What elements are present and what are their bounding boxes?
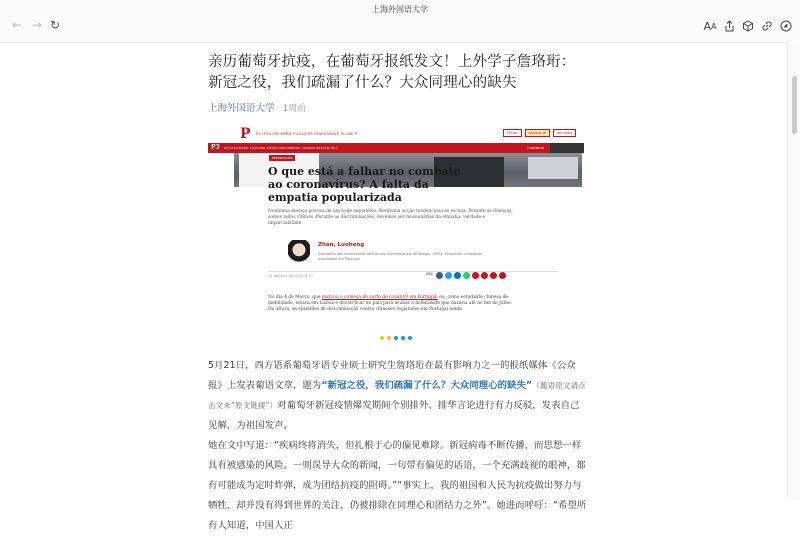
article-title: 亲历葡萄牙抗疫，在葡萄牙报纸发文！上外学子詹珞珩：新冠之役，我们疏漏了什么？大众同理心的缺失 — [208, 54, 576, 91]
carousel-indicator[interactable] — [380, 336, 412, 340]
divider — [268, 271, 558, 272]
original-title-link[interactable]: “新冠之役，我们疏漏了什么？大众同理心的缺失” — [321, 380, 533, 391]
publico-body-link: marcou o começo do surto de covid-19 em Portugal, — [321, 295, 438, 300]
publico-nav-premium: P PREMIUM — [527, 146, 544, 150]
article-paragraph: 她在文中写道：“疾病终将消失，但扎根于心的偏见难除。新冠病毒不断传播，而思想一样具有被感染的风险。一则误导大众的新闻，一句带有偏见的话语，一个充满歧视的眼神，都有可能成为定时炸弹，成为团结抗疫的阻碍。”“事实上，我的祖国和人民为抗疫做出努力与牺牲，却并没有得到世界的关注，仍被排除在同理心和团结力之外”。她进而呼吁：“希望所有人知道，中国人正 — [208, 440, 587, 531]
carousel-dot[interactable] — [394, 336, 398, 340]
author-link[interactable]: 上海外国语大学 — [208, 103, 275, 114]
save-icon — [499, 272, 506, 279]
publico-lede: Nenhuma doença precisa de um bode expiatório. Nenhuma acção tendenciosa se escusa. Perante as doenças, somos todos vítimas. Perante as discriminações, devemos ser missionários da empatia, verdade e imparcialidade. — [268, 209, 513, 226]
byline-description: Estudante da Universidade de Estudos Internacionais de Xangai, China. Estudante chinesa de mobilidade em Portugal. — [318, 252, 483, 261]
share-buttons — [436, 272, 506, 279]
share-icon[interactable] — [721, 18, 737, 34]
publico-nav-tag: P3 — [211, 144, 220, 151]
publico-assinar-button: Assinar já — [525, 129, 550, 137]
scrollbar-thumb[interactable] — [792, 76, 797, 134]
newspaper-screenshot[interactable] — [208, 127, 584, 325]
arrow-right-icon[interactable]: → — [31, 18, 43, 32]
link-icon[interactable] — [759, 18, 775, 34]
publico-body-preview: No dia 4 de Março, que marcou o começo do surto de covid-19 em Portugal, eu, como estudante chinesa de mobilidade, estava em Lisboa e decidi ficar no país para acabar a mobilidade que duraria até ao fim de Julho. Na altura, os episódios de discriminação contra chineses registados em Portugal ainda — [268, 295, 512, 312]
scrollbar[interactable] — [787, 42, 800, 500]
publico-nav-items: ACTUALIDADE CULTURA VÍDEO MULTIMÉDIA CIDADE REGIÃO P&T — [224, 146, 338, 150]
publico-headline: O que está a falhar no combate ao coronavírus? A falta da empatia popularizada — [268, 165, 461, 204]
whatsapp-icon — [463, 272, 470, 279]
original-link-note: （葡语原文请点击文末“原文链接”） — [208, 381, 586, 410]
publico-nav-dark-block — [550, 143, 584, 153]
article-header — [208, 52, 588, 114]
window-title: 上海外国语大学 — [372, 5, 428, 14]
article-paragraph: 5月21日，西方语系葡萄牙语专业硕士研究生詹珞珩在最有影响力之一的报纸媒体《公众报》上发表葡语文章，题为“新冠之役，我们疏漏了什么？大众同理心的缺失”（葡语原文请点击文末“原文链接”）对葡萄牙新冠疫情爆发期间个别排外、排华言论进行有力反驳，发表自己见解，为祖国发声。 — [208, 360, 586, 431]
publico-buttons — [503, 129, 576, 137]
refresh-icon[interactable]: ↻ — [49, 18, 61, 32]
author-photo — [288, 240, 310, 268]
comment-icon — [490, 272, 497, 279]
email-icon — [481, 272, 488, 279]
publico-date: 21 de Maio de 2020, 6:27 — [268, 274, 313, 278]
carousel-dot[interactable] — [401, 336, 405, 340]
browser-toolbar — [0, 0, 800, 43]
byline-name: Zhan, Luoheng — [318, 242, 365, 248]
publico-nav-bar — [208, 143, 584, 153]
carousel-dot[interactable] — [380, 336, 384, 340]
carousel-dot[interactable] — [408, 336, 412, 340]
section-tag: REPORTAGEM — [269, 155, 295, 161]
article-meta — [208, 100, 588, 114]
publico-more-button: Ver mais — [553, 129, 576, 137]
share-count: 264 — [426, 272, 433, 276]
facebook-icon — [436, 272, 443, 279]
publico-logo: P — [240, 126, 251, 142]
carousel-dot[interactable] — [387, 336, 391, 340]
pinterest-icon — [472, 272, 479, 279]
cube-icon[interactable] — [740, 18, 756, 34]
twitter-icon — [445, 272, 452, 279]
arrow-left-icon[interactable]: ← — [11, 18, 23, 32]
publish-time: 1周前 — [282, 104, 307, 114]
linkedin-icon — [454, 272, 461, 279]
font-size-icon[interactable]: A A — [703, 19, 717, 33]
publico-header — [208, 127, 584, 141]
publico-entrar-button: Entrar — [503, 129, 522, 137]
publico-menu: P2 ÍPSILON IMPAR FUGAS P3 CINECARTAZ CLUBE P — [256, 132, 358, 136]
compass-icon[interactable] — [778, 18, 794, 34]
